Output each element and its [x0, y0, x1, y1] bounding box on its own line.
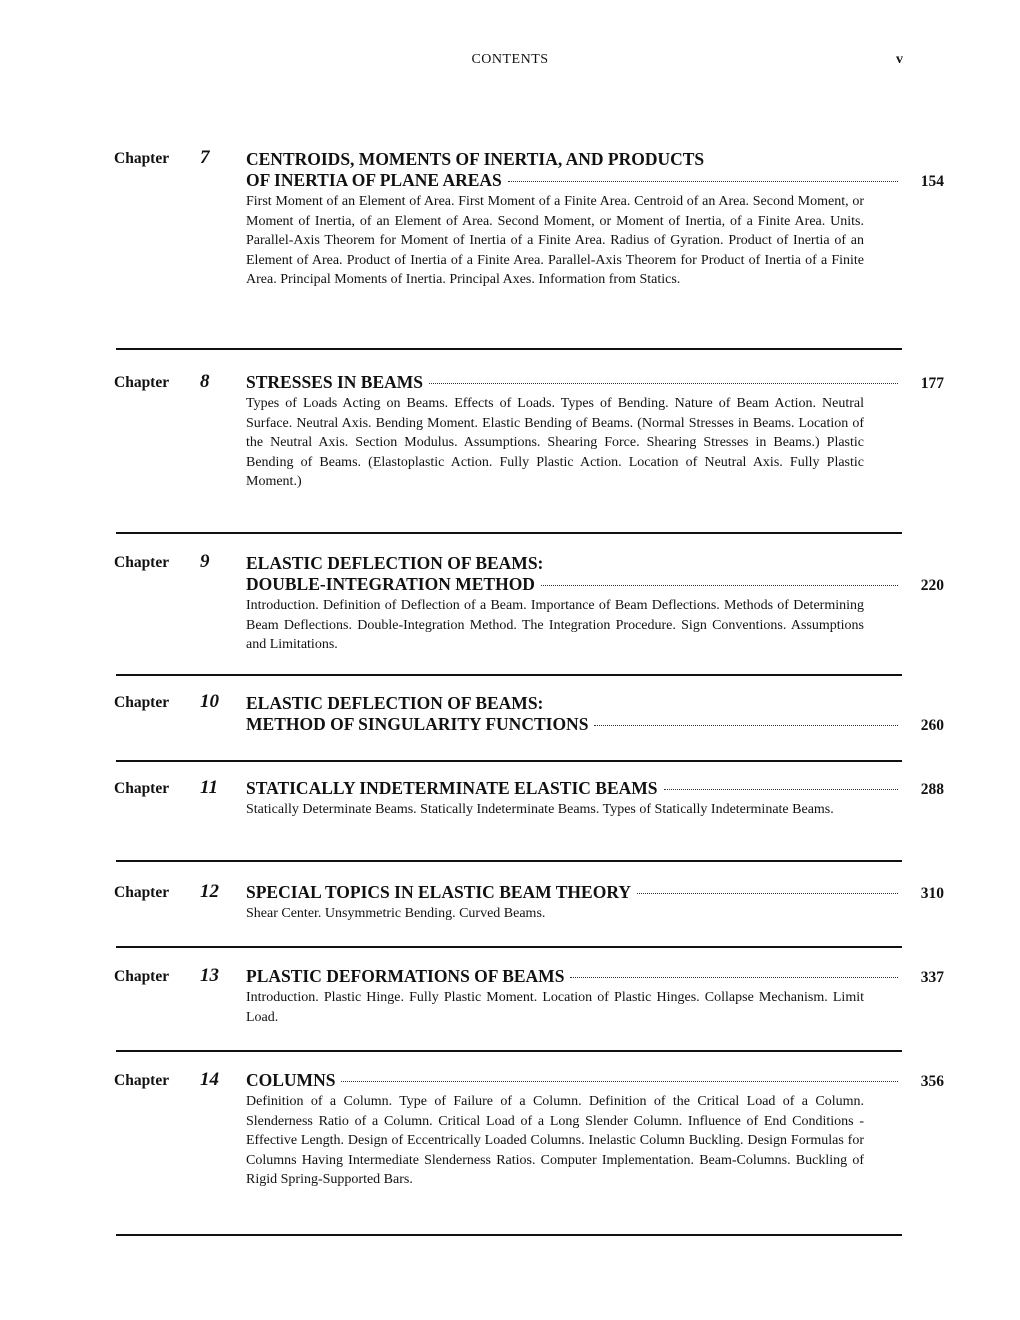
chapter-word: Chapter: [114, 1072, 170, 1089]
chapter-number: 11: [200, 777, 218, 798]
chapter-page-number[interactable]: 337: [920, 969, 944, 986]
chapter-number: 7: [200, 147, 210, 168]
chapter-number: 10: [200, 691, 219, 712]
chapter-word: Chapter: [114, 694, 170, 711]
chapter-title[interactable]: STRESSES IN BEAMS: [246, 372, 424, 392]
page-number: v: [896, 52, 903, 67]
chapter-title[interactable]: SPECIAL TOPICS IN ELASTIC BEAM THEORY: [246, 882, 631, 902]
chapter-body: [246, 1070, 944, 1190]
chapter-body: [246, 372, 944, 492]
chapter-title-link[interactable]: [246, 882, 944, 903]
dot-leader: [570, 977, 898, 978]
chapter-page-number[interactable]: 177: [920, 375, 944, 392]
chapter-label: [114, 777, 232, 798]
chapter-page-number[interactable]: 154: [920, 173, 944, 190]
chapter-label: [114, 551, 232, 572]
chapter-number: 9: [200, 551, 210, 572]
chapter-title[interactable]: DOUBLE-INTEGRATION METHOD: [246, 574, 535, 594]
chapter-title-link[interactable]: [246, 778, 944, 799]
dot-leader: [429, 383, 898, 384]
chapter-word: Chapter: [114, 374, 170, 391]
section-divider: [116, 674, 902, 676]
chapter-entry: [114, 777, 944, 820]
chapter-entry: [114, 881, 944, 924]
chapter-page-number[interactable]: 220: [920, 577, 944, 594]
section-divider: [116, 1050, 902, 1052]
chapter-word: Chapter: [114, 884, 170, 901]
chapter-body: [246, 552, 944, 655]
chapter-description: Types of Loads Acting on Beams. Effects of Loads. Types of Bending. Nature of Beam Action. Neutral Surface. Neutral Axis. Bending Moment. Elastic Bending of Beams. (Normal Stresses in Beams. Location of the Neutral Axis. Section Modulus. Assumptions. Shearing Force. Shearing Stresses in Beams.) Plastic Bending of Beams. (Elastoplastic Action. Fully Plastic Action. Location of Neutral Axis. Fully Plastic Moment.): [246, 396, 864, 489]
chapter-title-link[interactable]: [246, 372, 944, 393]
dot-leader: [664, 789, 898, 790]
chapter-entry: [114, 691, 944, 735]
chapter-label: [114, 691, 232, 712]
chapter-title[interactable]: PLASTIC DEFORMATIONS OF BEAMS: [246, 966, 565, 986]
chapter-label: [114, 965, 232, 986]
chapter-title[interactable]: OF INERTIA OF PLANE AREAS: [246, 170, 502, 190]
page-title: CONTENTS: [471, 52, 549, 67]
chapter-title-link[interactable]: [246, 170, 944, 191]
chapter-label: [114, 1069, 232, 1090]
chapter-title-lines: [246, 552, 904, 574]
chapter-body: [246, 692, 944, 735]
chapter-title-lines: [246, 148, 904, 170]
dot-leader: [541, 585, 898, 586]
chapter-title-link[interactable]: [246, 966, 944, 987]
chapter-number: 14: [200, 1069, 219, 1090]
section-divider: [116, 532, 902, 534]
chapter-description: Statically Determinate Beams. Statically Indeterminate Beams. Types of Statically Indeterminate Beams.: [246, 802, 834, 817]
chapter-page-number[interactable]: 288: [920, 781, 944, 798]
chapter-body: [246, 148, 944, 290]
chapter-title[interactable]: METHOD OF SINGULARITY FUNCTIONS: [246, 714, 589, 734]
chapter-title[interactable]: STATICALLY INDETERMINATE ELASTIC BEAMS: [246, 778, 658, 798]
chapter-title-line: CENTROIDS, MOMENTS OF INERTIA, AND PRODUCTS: [246, 149, 705, 169]
chapter-word: Chapter: [114, 968, 170, 985]
chapter-description: Definition of a Column. Type of Failure of a Column. Definition of the Critical Load of a Column. Slenderness Ratio of a Column. Critical Load of a Long Slender Column. Influence of End Conditions - Effective Length. Design of Eccentrically Loaded Columns. Inelastic Column Buckling. Design Formulas for Columns Having Intermediate Slenderness Ratios. Computer Implementation. Beam-Columns. Buckling of Rigid Spring-Supported Bars.: [246, 1094, 864, 1187]
chapter-word: Chapter: [114, 780, 170, 797]
dot-leader: [594, 725, 898, 726]
chapter-title-lines: [246, 692, 904, 714]
chapter-number: 12: [200, 881, 219, 902]
chapter-title-link[interactable]: [246, 574, 944, 595]
chapter-page-number[interactable]: 356: [920, 1073, 944, 1090]
dot-leader: [637, 893, 898, 894]
chapter-entry: [114, 965, 944, 1027]
chapter-body: [246, 778, 944, 820]
chapter-description: Shear Center. Unsymmetric Bending. Curved Beams.: [246, 906, 546, 921]
chapter-title-link[interactable]: [246, 1070, 944, 1091]
chapter-entry: [114, 371, 944, 492]
chapter-page-number[interactable]: 260: [920, 717, 944, 734]
chapter-word: Chapter: [114, 554, 170, 571]
chapter-label: [114, 881, 232, 902]
section-divider: [116, 860, 902, 862]
chapter-title-line: ELASTIC DEFLECTION OF BEAMS:: [246, 553, 544, 573]
section-divider: [116, 1234, 902, 1236]
chapter-description: Introduction. Definition of Deflection of a Beam. Importance of Beam Deflections. Methods of Determining Beam Deflections. Double-Integration Method. The Integration Procedure. Sign Conventions. Assumptions and Limitations.: [246, 598, 864, 652]
dot-leader: [341, 1081, 898, 1082]
chapter-number: 8: [200, 371, 210, 392]
chapter-page-number[interactable]: 310: [920, 885, 944, 902]
dot-leader: [508, 181, 898, 182]
chapter-body: [246, 882, 944, 924]
chapter-title[interactable]: COLUMNS: [246, 1070, 336, 1090]
chapter-number: 13: [200, 965, 219, 986]
chapter-label: [114, 371, 232, 392]
chapter-label: [114, 147, 232, 168]
running-head: [0, 52, 1020, 72]
section-divider: [116, 760, 902, 762]
chapter-title-line: ELASTIC DEFLECTION OF BEAMS:: [246, 693, 544, 713]
chapter-entry: [114, 1069, 944, 1190]
chapter-description: Introduction. Plastic Hinge. Fully Plastic Moment. Location of Plastic Hinges. Collapse Mechanism. Limit Load.: [246, 990, 864, 1025]
chapter-title-link[interactable]: [246, 714, 944, 735]
section-divider: [116, 348, 902, 350]
section-divider: [116, 946, 902, 948]
chapter-body: [246, 966, 944, 1027]
chapter-word: Chapter: [114, 150, 170, 167]
chapter-description: First Moment of an Element of Area. First Moment of a Finite Area. Centroid of an Area. Second Moment, or Moment of Inertia, of an Element of Area. Second Moment, or Moment of Inertia, of a Finite Area. Units. Parallel-Axis Theorem for Moment of Inertia of a Finite Area. Radius of Gyration. Product of Inertia of an Element of Area. Product of Inertia of a Finite Area. Parallel-Axis Theorem for Product of Inertia of a Finite Area. Principal Moments of Inertia. Principal Axes. Information from Statics.: [246, 194, 864, 287]
chapter-entry: [114, 551, 944, 655]
chapter-entry: [114, 147, 944, 290]
